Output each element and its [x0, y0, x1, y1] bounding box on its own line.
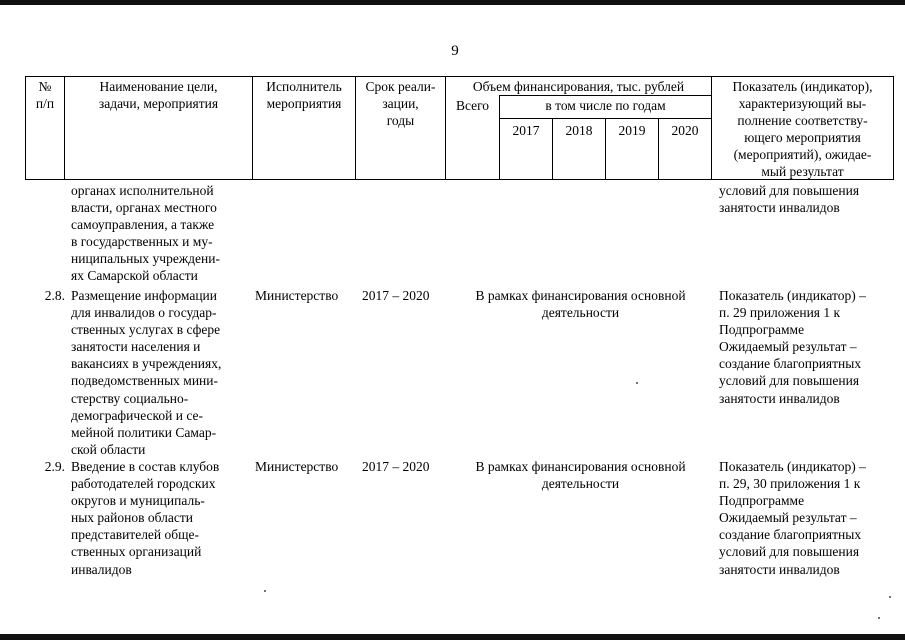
- header-year-2020: 2020: [671, 123, 699, 138]
- scan-speck: [878, 617, 880, 619]
- page-number: 9: [451, 43, 459, 59]
- row-2-9-name: Введение в состав клубов работодателей городских округов и муниципаль- ных районов области представителей обще- ственных организаций инвалидов: [71, 459, 220, 577]
- header-by-years: в том числе по годам: [545, 98, 666, 113]
- row-2-9-term: 2017 – 2020: [362, 459, 430, 474]
- header-number: № п/п: [35, 79, 55, 111]
- row-2-9-number: 2.9.: [44, 459, 65, 474]
- table-header: [25, 76, 894, 180]
- row-continuation-name: органах исполнительной власти, органах местного самоуправления, а также в государственных и му- ниципальных учреждени- ях Самарской области: [71, 183, 220, 284]
- header-total: Всего: [455, 98, 490, 113]
- row-2-8-number: 2.8.: [44, 288, 65, 303]
- header-indicator: Показатель (индикатор), характеризующий вы- полнение соответству- ющего мероприятия (мероприятий), ожидае- мый результат: [732, 79, 873, 179]
- top-border: [0, 0, 905, 5]
- header-term: Срок реали- зации, годы: [365, 79, 436, 128]
- scan-speck: [889, 596, 891, 598]
- header-year-2019: 2019: [618, 123, 646, 138]
- header-funding: Объем финансирования, тыс. рублей: [472, 79, 685, 94]
- header-name: Наименование цели, задачи, мероприятия: [98, 79, 219, 111]
- row-2-8-indicator: Показатель (индикатор) – п. 29 приложения 1 к Подпрограмме Ожидаемый результат – создание благоприятных условий для повышения занятости инвалидов: [719, 288, 866, 406]
- row-2-9-executor: Министерство: [255, 459, 339, 474]
- row-continuation-indicator: условий для повышения занятости инвалидов: [719, 183, 860, 216]
- row-2-9-funding: В рамках финансирования основной деятельности: [475, 459, 686, 492]
- bottom-border: [0, 634, 905, 640]
- row-2-8-term: 2017 – 2020: [362, 288, 430, 303]
- header-executor: Исполнитель мероприятия: [266, 79, 342, 111]
- header-year-2017: 2017: [512, 123, 540, 138]
- row-2-8-executor: Министерство: [255, 288, 339, 303]
- scan-speck: [264, 590, 266, 592]
- header-year-2018: 2018: [565, 123, 593, 138]
- row-2-9-indicator: Показатель (индикатор) – п. 29, 30 приложения 1 к Подпрограмме Ожидаемый результат – создание благоприятных условий для повышения занятости инвалидов: [719, 459, 866, 577]
- row-2-8-name: Размещение информации для инвалидов о государ- ственных услугах в сфере занятости населения и вакансиях в учреждениях, подведомственных мини- стерству социально- демографической и се- мейной политики Самар- ской области: [71, 288, 222, 457]
- row-2-8-funding: В рамках финансирования основной деятельности: [475, 288, 686, 321]
- scan-speck: [636, 382, 638, 384]
